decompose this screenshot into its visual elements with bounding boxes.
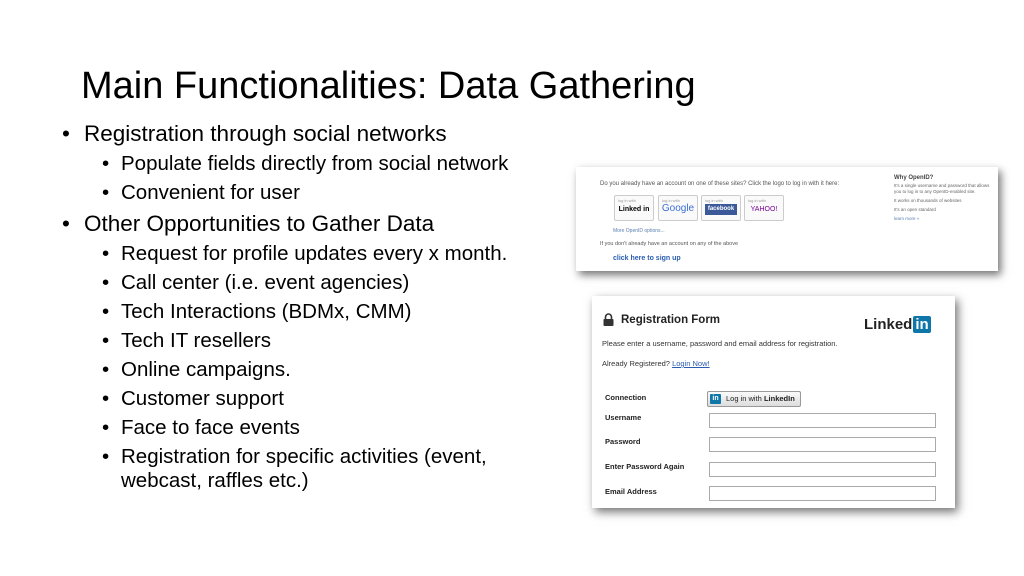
yahoo-login-button[interactable] (744, 195, 784, 221)
list-item-text: Call center (i.e. event agencies) (121, 271, 410, 294)
registration-title: Registration Form (621, 314, 721, 326)
linkedin-login-button[interactable] (614, 195, 654, 221)
list-item (62, 181, 542, 205)
bullet-list (62, 121, 542, 493)
list-item (62, 387, 542, 411)
list-item (62, 152, 542, 176)
info-text: It's a single username and password that allows you to log in to any OpenID-enabled site. (894, 183, 990, 194)
brand-text: Linked (864, 316, 913, 333)
login-button-prefix: Log in with (726, 394, 762, 403)
username-input[interactable] (709, 413, 936, 428)
already-registered-text: Already Registered? (602, 359, 670, 368)
email-label: Email Address (605, 487, 657, 496)
list-item (62, 271, 542, 295)
list-item (62, 242, 542, 266)
registration-screenshot (592, 296, 955, 508)
info-text: It's an open standard (894, 207, 936, 212)
list-item (62, 358, 542, 382)
bullet-icon: • (102, 387, 110, 410)
openid-question: Do you already have an account on one of these sites? Click the logo to log in with it here: (600, 181, 840, 187)
bullet-icon: • (102, 152, 110, 175)
provider-caption: log in with (748, 198, 766, 203)
facebook-logo: facebook (705, 204, 737, 215)
provider-caption: log in with (662, 198, 680, 203)
bullet-icon: • (102, 445, 110, 468)
sub-list (62, 152, 542, 205)
password-label: Password (605, 437, 641, 446)
bullet-icon: • (102, 271, 110, 294)
openid-screenshot (576, 167, 998, 271)
password-input[interactable] (709, 437, 936, 452)
info-heading: Why OpenID? (894, 175, 934, 181)
login-button-brand: LinkedIn (763, 394, 795, 403)
linkedin-logo: Linked in (618, 206, 650, 213)
lock-icon (603, 313, 614, 326)
brand-in-badge: in (915, 316, 929, 333)
facebook-login-button[interactable] (701, 195, 741, 221)
bullet-icon: • (102, 300, 110, 323)
already-registered (602, 359, 710, 368)
login-now-link[interactable]: Login Now! (672, 359, 710, 368)
list-item-text: Request for profile updates every x month. (121, 242, 508, 265)
linkedin-logo (864, 316, 931, 333)
bullet-icon: • (102, 181, 110, 204)
list-item-text: Customer support (121, 387, 284, 410)
list-item (62, 445, 542, 493)
learn-more-link[interactable]: learn more » (894, 216, 920, 221)
no-account-text: If you don't already have an account on any of the above (600, 241, 739, 247)
bullet-icon: • (102, 358, 110, 381)
yahoo-logo: YAHOO! (750, 206, 778, 213)
password-again-input[interactable] (709, 462, 936, 477)
google-login-button[interactable] (658, 195, 698, 221)
google-logo: Google (661, 203, 695, 214)
section-heading-text: Registration through social networks (84, 121, 447, 146)
bullet-icon: • (62, 121, 70, 146)
email-input[interactable] (709, 486, 936, 501)
list-item (62, 416, 542, 440)
more-openid-link[interactable]: More OpenID options... (613, 228, 665, 234)
slide-title: Main Functionalities: Data Gathering (81, 65, 696, 107)
sub-list (62, 242, 542, 493)
list-item-text: Tech IT resellers (121, 329, 272, 352)
password-again-label: Enter Password Again (605, 462, 685, 471)
list-item-text: Registration for specific activities (event, webcast, raffles etc.) (121, 445, 487, 492)
bullet-icon: • (102, 416, 110, 439)
registration-instructions: Please enter a username, password and email address for registration. (602, 339, 838, 348)
list-item-text: Face to face events (121, 416, 300, 439)
signup-link[interactable]: click here to sign up (613, 255, 681, 262)
provider-caption: log in with (618, 198, 636, 203)
bullet-icon: • (102, 329, 110, 352)
section-heading (62, 121, 542, 147)
list-item (62, 329, 542, 353)
section-heading-text: Other Opportunities to Gather Data (84, 211, 435, 236)
bullet-icon: • (62, 211, 70, 236)
connection-label: Connection (605, 393, 647, 402)
section-heading (62, 211, 542, 237)
bullet-icon: • (102, 242, 110, 265)
list-item-text: Convenient for user (121, 181, 300, 204)
linkedin-icon: in (710, 394, 721, 404)
info-text: It works on thousands of websites (894, 198, 962, 203)
provider-caption: log in with (705, 198, 723, 203)
list-item-text: Tech Interactions (BDMx, CMM) (121, 300, 412, 323)
list-item-text: Populate fields directly from social network (121, 152, 509, 175)
list-item (62, 300, 542, 324)
openid-info-panel (894, 175, 990, 225)
username-label: Username (605, 413, 642, 422)
login-with-linkedin-button[interactable] (707, 391, 801, 407)
list-item-text: Online campaigns. (121, 358, 291, 381)
